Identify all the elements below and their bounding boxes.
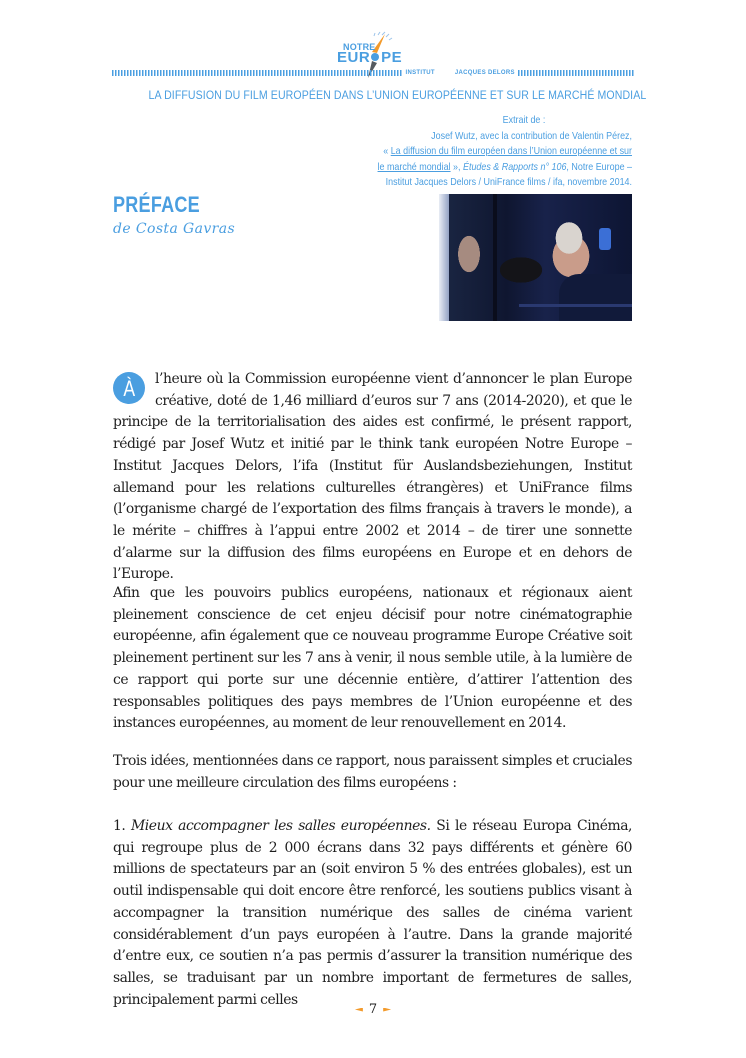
citation-authors: Josef Wutz, avec la contribution de Valentin Pérez, <box>431 130 632 142</box>
citation-label: Extrait de : <box>502 115 546 126</box>
rule-label-jacques-delors: JACQUES DELORS <box>454 70 515 76</box>
page-number-value: 7 <box>368 1002 378 1017</box>
dropcap: À <box>113 372 145 404</box>
citation-publisher: Institut Jacques Delors / UniFrance films / ifa, novembre 2014. <box>385 177 632 188</box>
citation-block <box>330 113 632 191</box>
rule-label-institut: INSTITUT <box>405 70 435 76</box>
citation-line-3: « La diffusion du film européen dans l’Union européenne et sur <box>383 146 632 157</box>
left-arrow-ornament-icon <box>355 1008 363 1012</box>
logo-europe: EUR PE <box>337 49 403 66</box>
preface-author: de Costa Gavras <box>113 221 236 237</box>
right-arrow-ornament-icon <box>383 1008 391 1012</box>
citation-series: Études & Rapports n° 106 <box>462 161 567 173</box>
running-title: LA DIFFUSION DU FILM EUROPÉEN DANS L’UNION EUROPÉENNE ET SUR LE MARCHÉ MONDIAL <box>148 88 647 102</box>
paragraph-2-text: Afin que les pouvoirs publics européens, nationaux et régionaux aient pleinement conscience de cet enjeu décisif pour notre cinématographie européenne, afin également que ce nouveau programme Europe Créative soit pleinement pertinent sur les 7 ans à venir, il nous semble utile, à la lumière de ce rapport qui porte sur une décennie entière, d’attirer l’attention des responsables politiques des pays membres de l’Union européenne et des instances européennes, au moment de leur renouvellement en 2014. <box>113 585 632 732</box>
paragraph-2 <box>113 583 632 735</box>
paragraph-1-text: l’heure où la Commission européenne vient d’annoncer le plan Europe créative, doté de 1,46 milliard d’euros sur 7 ans (2014-2020), et que le principe de la territorialisation des aides est confirmé, le présent rapport, rédigé par Josef Wutz et initié par le think tank européen Notre Europe – Institut Jacques Delors, l’ifa (Institut für Auslandsbeziehungen, Institut allemand pour les relations culturelles étrangères) et UniFrance films (l’organisme chargé de l’exportation des films français à travers le monde), a le mérite – chiffres à l’appui entre 2002 et 2014 – de tirer une sonnette d’alarme sur la diffusion des films européens en Europe et en dehors de l’Europe. <box>113 371 632 583</box>
page-number <box>340 1002 406 1017</box>
citation-title-link[interactable]: La diffusion du film européen dans l’Union européenne et sur <box>390 146 632 157</box>
costa-gavras-photo <box>439 194 632 321</box>
paragraph-3-text: Trois idées, mentionnées dans ce rapport, nous paraissent simples et cruciales pour une meilleure circulation des films européens : <box>113 753 632 791</box>
citation-line-4: le marché mondial », Études & Rapports n° 106, Notre Europe – <box>377 161 632 173</box>
preface-title: PRÉFACE <box>113 192 200 217</box>
paragraph-4 <box>113 816 632 1011</box>
citation-title-link-continued[interactable]: le marché mondial <box>377 161 451 173</box>
logo-notre: NOTRE <box>343 42 376 52</box>
header-rule-left <box>112 70 403 76</box>
header-rule <box>112 69 634 77</box>
paragraph-1 <box>113 369 632 586</box>
header-rule-right <box>518 70 634 76</box>
paragraph-3 <box>113 751 632 794</box>
paragraph-4-text: 1. Mieux accompagner les salles européennes. Si le réseau Europa Cinéma, qui regroupe plus de 2 000 écrans dans 32 pays différents et génère 60 millions de spectateurs par an (soit environ 5 % des entrées globales), est un outil indispensable qui doit encore être renforcé, les soutiens publics visant à accompagner la transition numérique des salles de cinéma varient considérablement d’un pays européen à l’autre. Dans la grande majorité d’entre eux, ce soutien n’a pas permis d’assurer la transition numérique des salles, se traduisant par un nombre important de fermetures de salles, principalement parmi celles <box>113 818 632 1008</box>
paragraph-4-heading: Mieux accompagner les salles européennes. <box>131 818 431 834</box>
